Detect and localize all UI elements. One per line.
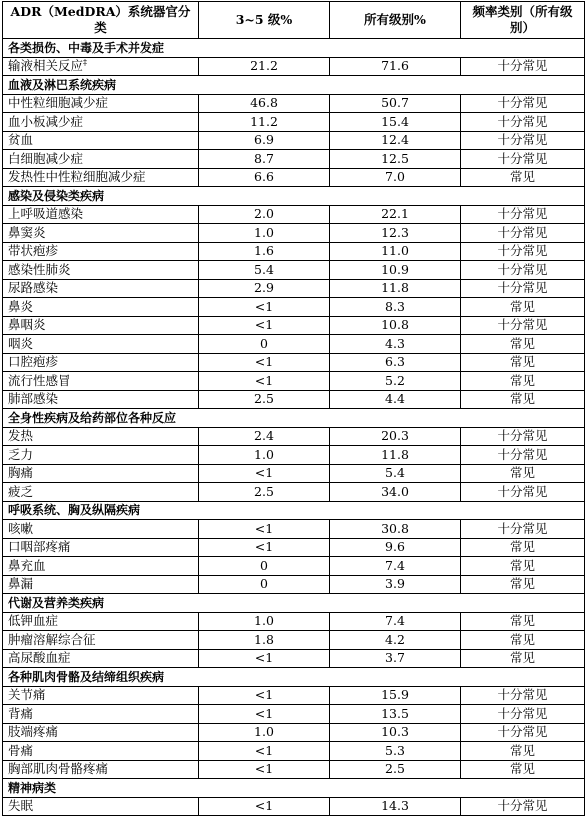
all-grades-cell: 4.4 xyxy=(330,390,461,409)
grade-3-5-cell: 2.4 xyxy=(199,427,330,446)
frequency-cell: 十分常见 xyxy=(461,483,585,502)
all-grades-cell: 9.6 xyxy=(330,538,461,557)
all-grades-cell: 5.2 xyxy=(330,372,461,391)
all-grades-cell: 11.0 xyxy=(330,242,461,261)
term-cell xyxy=(3,390,199,409)
frequency-cell: 常见 xyxy=(461,742,585,761)
frequency-cell: 十分常见 xyxy=(461,797,585,816)
term-text: 带状疱疹 xyxy=(8,243,59,259)
frequency-cell: 十分常见 xyxy=(461,279,585,298)
footnote-mark: ‡ xyxy=(83,58,88,68)
table-row xyxy=(3,797,585,816)
frequency-cell: 常见 xyxy=(461,612,585,631)
table-row xyxy=(3,298,585,317)
term-cell xyxy=(3,205,199,224)
category-row xyxy=(3,409,585,428)
grade-3-5-cell: 1.0 xyxy=(199,612,330,631)
grade-3-5-cell: <1 xyxy=(199,760,330,779)
all-grades-cell: 10.8 xyxy=(330,316,461,335)
frequency-cell: 十分常见 xyxy=(461,224,585,243)
grade-3-5-cell: 0 xyxy=(199,575,330,594)
frequency-cell: 十分常见 xyxy=(461,205,585,224)
grade-3-5-cell: 0 xyxy=(199,557,330,576)
all-grades-cell: 6.3 xyxy=(330,353,461,372)
all-grades-cell: 13.5 xyxy=(330,705,461,724)
grade-3-5-cell: <1 xyxy=(199,316,330,335)
grade-3-5-cell: 2.0 xyxy=(199,205,330,224)
term-text: 流行性感冒 xyxy=(8,372,71,388)
frequency-cell: 常见 xyxy=(461,372,585,391)
category-row xyxy=(3,76,585,95)
grade-3-5-cell: 1.8 xyxy=(199,631,330,650)
table-row xyxy=(3,723,585,742)
grade-3-5-cell: <1 xyxy=(199,464,330,483)
frequency-cell: 十分常见 xyxy=(461,446,585,465)
term-text: 高尿酸血症 xyxy=(8,650,71,666)
frequency-cell: 十分常见 xyxy=(461,94,585,113)
table-row xyxy=(3,631,585,650)
header-all-grades: 所有级别% xyxy=(330,2,461,39)
all-grades-cell: 3.9 xyxy=(330,575,461,594)
frequency-cell: 常见 xyxy=(461,335,585,354)
all-grades-cell: 7.0 xyxy=(330,168,461,187)
term-cell xyxy=(3,446,199,465)
frequency-cell: 十分常见 xyxy=(461,316,585,335)
frequency-cell: 常见 xyxy=(461,557,585,576)
term-text: 背痛 xyxy=(8,705,34,721)
table-row xyxy=(3,742,585,761)
all-grades-cell: 22.1 xyxy=(330,205,461,224)
frequency-cell: 十分常见 xyxy=(461,113,585,132)
all-grades-cell: 7.4 xyxy=(330,612,461,631)
term-cell xyxy=(3,57,199,76)
term-cell xyxy=(3,372,199,391)
term-cell xyxy=(3,557,199,576)
frequency-cell: 十分常见 xyxy=(461,150,585,169)
frequency-cell: 常见 xyxy=(461,464,585,483)
term-text: 发热 xyxy=(8,428,34,444)
table-row xyxy=(3,57,585,76)
all-grades-cell: 5.3 xyxy=(330,742,461,761)
term-cell xyxy=(3,94,199,113)
table-body xyxy=(3,39,585,816)
grade-3-5-cell: 1.0 xyxy=(199,723,330,742)
table-row xyxy=(3,705,585,724)
term-text: 尿路感染 xyxy=(8,280,59,296)
term-text: 血小板减少症 xyxy=(8,113,84,129)
frequency-cell: 常见 xyxy=(461,631,585,650)
all-grades-cell: 2.5 xyxy=(330,760,461,779)
term-cell xyxy=(3,760,199,779)
all-grades-cell: 4.2 xyxy=(330,631,461,650)
table-row xyxy=(3,612,585,631)
term-text: 肺部感染 xyxy=(8,391,59,407)
category-label: 各种肌肉骨骼及结缔组织疾病 xyxy=(3,668,585,687)
term-cell xyxy=(3,150,199,169)
table-row xyxy=(3,261,585,280)
term-cell xyxy=(3,298,199,317)
term-text: 肿瘤溶解综合征 xyxy=(8,631,96,647)
all-grades-cell: 10.3 xyxy=(330,723,461,742)
term-text: 咽炎 xyxy=(8,335,34,351)
grade-3-5-cell: 5.4 xyxy=(199,261,330,280)
table-row xyxy=(3,520,585,539)
term-cell xyxy=(3,483,199,502)
frequency-cell: 十分常见 xyxy=(461,705,585,724)
all-grades-cell: 7.4 xyxy=(330,557,461,576)
grade-3-5-cell: <1 xyxy=(199,520,330,539)
frequency-cell: 常见 xyxy=(461,298,585,317)
grade-3-5-cell: 6.9 xyxy=(199,131,330,150)
frequency-cell: 常见 xyxy=(461,575,585,594)
grade-3-5-cell: <1 xyxy=(199,686,330,705)
term-cell xyxy=(3,538,199,557)
table-row xyxy=(3,131,585,150)
term-text: 肢端疼痛 xyxy=(8,724,59,740)
header-soc: ADR（MedDRA）系统器官分类 xyxy=(3,2,199,39)
table-row xyxy=(3,353,585,372)
frequency-cell: 十分常见 xyxy=(461,57,585,76)
table-row xyxy=(3,538,585,557)
term-text: 胸部肌肉骨骼疼痛 xyxy=(8,761,109,777)
term-text: 输液相关反应 xyxy=(8,58,84,74)
term-text: 白细胞减少症 xyxy=(8,150,84,166)
category-label: 代谢及营养类疾病 xyxy=(3,594,585,613)
term-text: 鼻充血 xyxy=(8,557,46,573)
category-row xyxy=(3,187,585,206)
table-row xyxy=(3,168,585,187)
term-cell xyxy=(3,723,199,742)
term-cell xyxy=(3,242,199,261)
grade-3-5-cell: <1 xyxy=(199,298,330,317)
all-grades-cell: 30.8 xyxy=(330,520,461,539)
table-row xyxy=(3,279,585,298)
all-grades-cell: 3.7 xyxy=(330,649,461,668)
table-row xyxy=(3,575,585,594)
grade-3-5-cell: <1 xyxy=(199,797,330,816)
grade-3-5-cell: 21.2 xyxy=(199,57,330,76)
term-cell xyxy=(3,705,199,724)
term-cell xyxy=(3,113,199,132)
term-text: 口腔疱疹 xyxy=(8,354,59,370)
term-cell xyxy=(3,631,199,650)
term-text: 贫血 xyxy=(8,132,34,148)
frequency-cell: 十分常见 xyxy=(461,131,585,150)
frequency-cell: 常见 xyxy=(461,353,585,372)
adr-table xyxy=(2,1,585,816)
all-grades-cell: 8.3 xyxy=(330,298,461,317)
term-cell xyxy=(3,131,199,150)
category-label: 呼吸系统、胸及纵隔疾病 xyxy=(3,501,585,520)
grade-3-5-cell: 2.5 xyxy=(199,483,330,502)
table-row xyxy=(3,242,585,261)
all-grades-cell: 15.4 xyxy=(330,113,461,132)
term-cell xyxy=(3,649,199,668)
table-row xyxy=(3,150,585,169)
term-text: 中性粒细胞减少症 xyxy=(8,95,109,111)
term-text: 发热性中性粒细胞减少症 xyxy=(8,169,146,185)
grade-3-5-cell: 0 xyxy=(199,335,330,354)
term-cell xyxy=(3,335,199,354)
frequency-cell: 十分常见 xyxy=(461,686,585,705)
term-cell xyxy=(3,168,199,187)
table-row xyxy=(3,113,585,132)
grade-3-5-cell: <1 xyxy=(199,705,330,724)
grade-3-5-cell: 11.2 xyxy=(199,113,330,132)
term-text: 骨痛 xyxy=(8,742,34,758)
term-cell xyxy=(3,353,199,372)
table-row xyxy=(3,335,585,354)
table-row xyxy=(3,224,585,243)
grade-3-5-cell: 1.6 xyxy=(199,242,330,261)
all-grades-cell: 10.9 xyxy=(330,261,461,280)
term-text: 失眠 xyxy=(8,798,34,814)
term-text: 鼻窦炎 xyxy=(8,224,46,240)
all-grades-cell: 12.4 xyxy=(330,131,461,150)
term-text: 上呼吸道感染 xyxy=(8,206,84,222)
header-grade-3-5: 3~5 级% xyxy=(199,2,330,39)
all-grades-cell: 4.3 xyxy=(330,335,461,354)
category-label: 感染及侵染类疾病 xyxy=(3,187,585,206)
term-cell xyxy=(3,575,199,594)
frequency-cell: 十分常见 xyxy=(461,520,585,539)
term-cell xyxy=(3,279,199,298)
all-grades-cell: 50.7 xyxy=(330,94,461,113)
frequency-cell: 十分常见 xyxy=(461,723,585,742)
all-grades-cell: 12.5 xyxy=(330,150,461,169)
category-label: 全身性疾病及给药部位各种反应 xyxy=(3,409,585,428)
frequency-cell: 常见 xyxy=(461,760,585,779)
term-text: 疲乏 xyxy=(8,483,34,499)
grade-3-5-cell: <1 xyxy=(199,649,330,668)
table-row xyxy=(3,94,585,113)
frequency-cell: 常见 xyxy=(461,538,585,557)
all-grades-cell: 20.3 xyxy=(330,427,461,446)
header-row xyxy=(3,2,585,39)
table-row xyxy=(3,427,585,446)
term-text: 鼻咽炎 xyxy=(8,317,46,333)
table-row xyxy=(3,483,585,502)
table-row xyxy=(3,446,585,465)
frequency-cell: 常见 xyxy=(461,168,585,187)
frequency-cell: 十分常见 xyxy=(461,427,585,446)
frequency-cell: 常见 xyxy=(461,649,585,668)
grade-3-5-cell: 2.5 xyxy=(199,390,330,409)
grade-3-5-cell: 1.0 xyxy=(199,446,330,465)
grade-3-5-cell: 1.0 xyxy=(199,224,330,243)
category-label: 各类损伤、中毒及手术并发症 xyxy=(3,39,585,58)
term-cell xyxy=(3,612,199,631)
header-frequency: 频率类别（所有级别） xyxy=(461,2,585,39)
category-row xyxy=(3,501,585,520)
term-cell xyxy=(3,797,199,816)
term-text: 关节痛 xyxy=(8,687,46,703)
all-grades-cell: 34.0 xyxy=(330,483,461,502)
term-text: 口咽部疼痛 xyxy=(8,539,71,555)
term-cell xyxy=(3,464,199,483)
all-grades-cell: 5.4 xyxy=(330,464,461,483)
term-text: 低钾血症 xyxy=(8,613,59,629)
term-cell xyxy=(3,261,199,280)
table-row xyxy=(3,316,585,335)
term-text: 胸痛 xyxy=(8,465,34,481)
category-label: 血液及淋巴系统疾病 xyxy=(3,76,585,95)
frequency-cell: 十分常见 xyxy=(461,261,585,280)
all-grades-cell: 12.3 xyxy=(330,224,461,243)
frequency-cell: 十分常见 xyxy=(461,242,585,261)
all-grades-cell: 11.8 xyxy=(330,279,461,298)
category-label: 精神病类 xyxy=(3,779,585,798)
all-grades-cell: 14.3 xyxy=(330,797,461,816)
grade-3-5-cell: <1 xyxy=(199,353,330,372)
grade-3-5-cell: <1 xyxy=(199,372,330,391)
grade-3-5-cell: <1 xyxy=(199,742,330,761)
term-text: 感染性肺炎 xyxy=(8,261,71,277)
grade-3-5-cell: 2.9 xyxy=(199,279,330,298)
table-row xyxy=(3,686,585,705)
term-cell xyxy=(3,316,199,335)
term-cell xyxy=(3,742,199,761)
table-row xyxy=(3,760,585,779)
all-grades-cell: 11.8 xyxy=(330,446,461,465)
grade-3-5-cell: 6.6 xyxy=(199,168,330,187)
grade-3-5-cell: 8.7 xyxy=(199,150,330,169)
table-row xyxy=(3,649,585,668)
term-cell xyxy=(3,427,199,446)
term-text: 乏力 xyxy=(8,446,34,462)
category-row xyxy=(3,668,585,687)
category-row xyxy=(3,779,585,798)
table-row xyxy=(3,390,585,409)
term-text: 鼻炎 xyxy=(8,298,34,314)
term-cell xyxy=(3,520,199,539)
grade-3-5-cell: <1 xyxy=(199,538,330,557)
term-cell xyxy=(3,686,199,705)
term-text: 咳嗽 xyxy=(8,520,34,536)
table-row xyxy=(3,557,585,576)
term-text: 鼻漏 xyxy=(8,576,34,592)
table-row xyxy=(3,372,585,391)
category-row xyxy=(3,594,585,613)
term-cell xyxy=(3,224,199,243)
table-row xyxy=(3,205,585,224)
all-grades-cell: 71.6 xyxy=(330,57,461,76)
table-row xyxy=(3,464,585,483)
frequency-cell: 常见 xyxy=(461,390,585,409)
category-row xyxy=(3,39,585,58)
grade-3-5-cell: 46.8 xyxy=(199,94,330,113)
all-grades-cell: 15.9 xyxy=(330,686,461,705)
